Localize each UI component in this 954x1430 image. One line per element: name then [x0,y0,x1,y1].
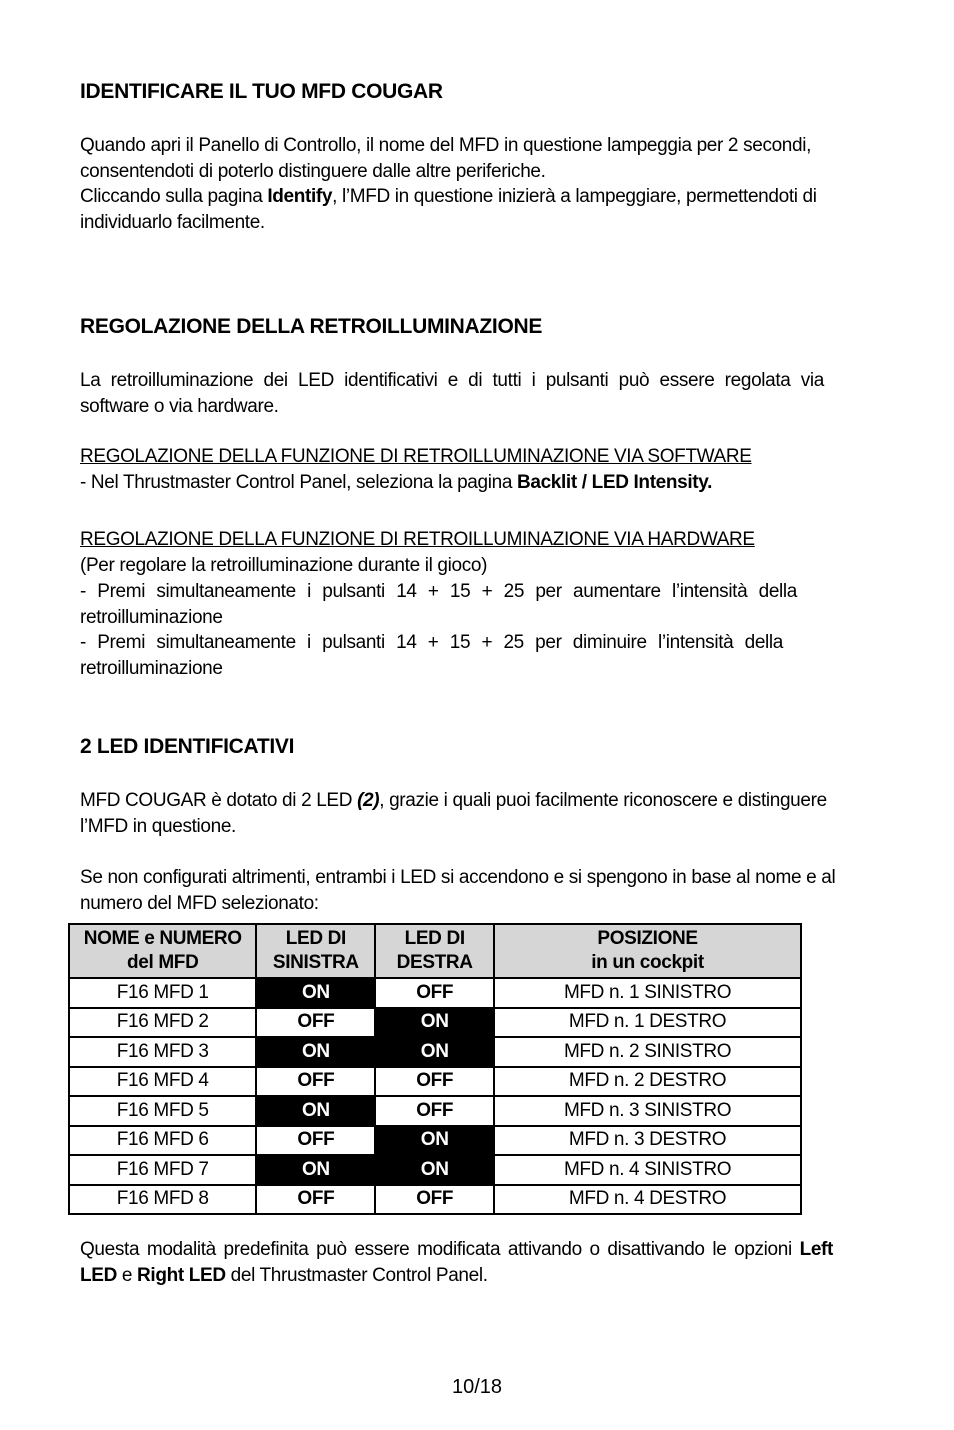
right-led-option: Right LED [137,1264,226,1286]
cell-mfd-name: F16 MFD 2 [69,1008,256,1038]
cell-left-led: OFF [256,1008,375,1038]
cell-left-led: ON [256,978,375,1008]
software-instruction: - Nel Thrustmaster Control Panel, seleziona la pagina Backlit / LED Intensity. [80,472,712,493]
cell-position: MFD n. 3 DESTRO [494,1126,801,1156]
cell-mfd-name: F16 MFD 4 [69,1067,256,1097]
cell-position: MFD n. 1 DESTRO [494,1008,801,1038]
cell-right-led: ON [375,1037,494,1067]
cell-right-led: ON [375,1126,494,1156]
table-row [69,1126,801,1156]
cell-left-led: OFF [256,1126,375,1156]
closing-paragraph: Questa modalità predefinita può essere modificata attivando o disattivando le opzioni Left LED e Right LED del Thrustmaster Control Panel. [80,1239,833,1286]
backlight-intro: La retroilluminazione dei LED identificativi e di tutti i pulsanti può essere regolata via software o via hardware. [80,370,824,417]
header-position: POSIZIONE in un cockpit [494,924,801,978]
cell-position: MFD n. 1 SINISTRO [494,978,801,1008]
table-row [69,978,801,1008]
cell-mfd-name: F16 MFD 5 [69,1096,256,1126]
leds-paragraph-1: MFD COUGAR è dotato di 2 LED (2), grazie i quali puoi facilmente riconoscere e distinguere l’MFD in questione. [80,790,827,837]
hardware-heading: REGOLAZIONE DELLA FUNZIONE DI RETROILLUMINAZIONE VIA HARDWARE [80,529,755,550]
cell-left-led: ON [256,1037,375,1067]
figure-reference: (2) [357,790,380,811]
led-table-header [69,924,801,978]
hardware-increase: - Premi simultaneamente i pulsanti 14 + 15 + 25 per aumentare l’intensità della retroilluminazione [80,581,797,628]
header-name: NOME e NUMERO del MFD [69,924,256,978]
software-heading: REGOLAZIONE DELLA FUNZIONE DI RETROILLUMINAZIONE VIA SOFTWARE [80,446,752,467]
identify-page-name: Identify [267,186,333,207]
cell-right-led: OFF [375,978,494,1008]
cell-left-led: OFF [256,1185,375,1215]
cell-position: MFD n. 4 DESTRO [494,1185,801,1215]
table-row [69,1155,801,1185]
cell-left-led: ON [256,1096,375,1126]
leds-paragraph-2: Se non configurati altrimenti, entrambi i LED si accendono e si spengono in base al nome e al numero del MFD selezionato: [80,867,836,914]
page-number: 10/18 [451,1376,503,1398]
cell-mfd-name: F16 MFD 3 [69,1037,256,1067]
cell-right-led: OFF [375,1067,494,1097]
header-right-led: LED DI DESTRA [375,924,494,978]
cell-mfd-name: F16 MFD 6 [69,1126,256,1156]
cell-position: MFD n. 2 DESTRO [494,1067,801,1097]
backlit-page-name: Backlit / LED Intensity. [516,472,712,493]
table-row [69,1037,801,1067]
cell-right-led: OFF [375,1096,494,1126]
cell-position: MFD n. 4 SINISTRO [494,1155,801,1185]
cell-left-led: OFF [256,1067,375,1097]
header-left-led: LED DI SINISTRA [256,924,375,978]
section-title-identify: IDENTIFICARE IL TUO MFD COUGAR [80,80,443,103]
hardware-decrease: - Premi simultaneamente i pulsanti 14 + 15 + 25 per diminuire l’intensità della retroilluminazione [80,632,783,679]
hardware-note: (Per regolare la retroilluminazione durante il gioco) [80,555,488,576]
table-row [69,1096,801,1126]
cell-position: MFD n. 2 SINISTRO [494,1037,801,1067]
cell-mfd-name: F16 MFD 1 [69,978,256,1008]
section-title-backlight: REGOLAZIONE DELLA RETROILLUMINAZIONE [80,315,543,338]
section-title-leds: 2 LED IDENTIFICATIVI [80,735,295,758]
cell-left-led: ON [256,1155,375,1185]
cell-right-led: ON [375,1008,494,1038]
identify-paragraph-1: Quando apri il Panello di Controllo, il nome del MFD in questione lampeggia per 2 secondi, consentendoti di poterlo distinguere dalle altre periferiche. [80,135,812,182]
identify-paragraph-2: Cliccando sulla pagina Identify, l’MFD in questione inizierà a lampeggiare, permettendoti di individuarlo facilmente. [80,186,817,233]
cell-mfd-name: F16 MFD 7 [69,1155,256,1185]
led-table [68,923,802,1215]
cell-right-led: OFF [375,1185,494,1215]
table-row [69,1008,801,1038]
cell-mfd-name: F16 MFD 8 [69,1185,256,1215]
table-row [69,1185,801,1215]
left-led-option: Left LED [80,1239,833,1286]
table-row [69,1067,801,1097]
cell-right-led: ON [375,1155,494,1185]
cell-position: MFD n. 3 SINISTRO [494,1096,801,1126]
